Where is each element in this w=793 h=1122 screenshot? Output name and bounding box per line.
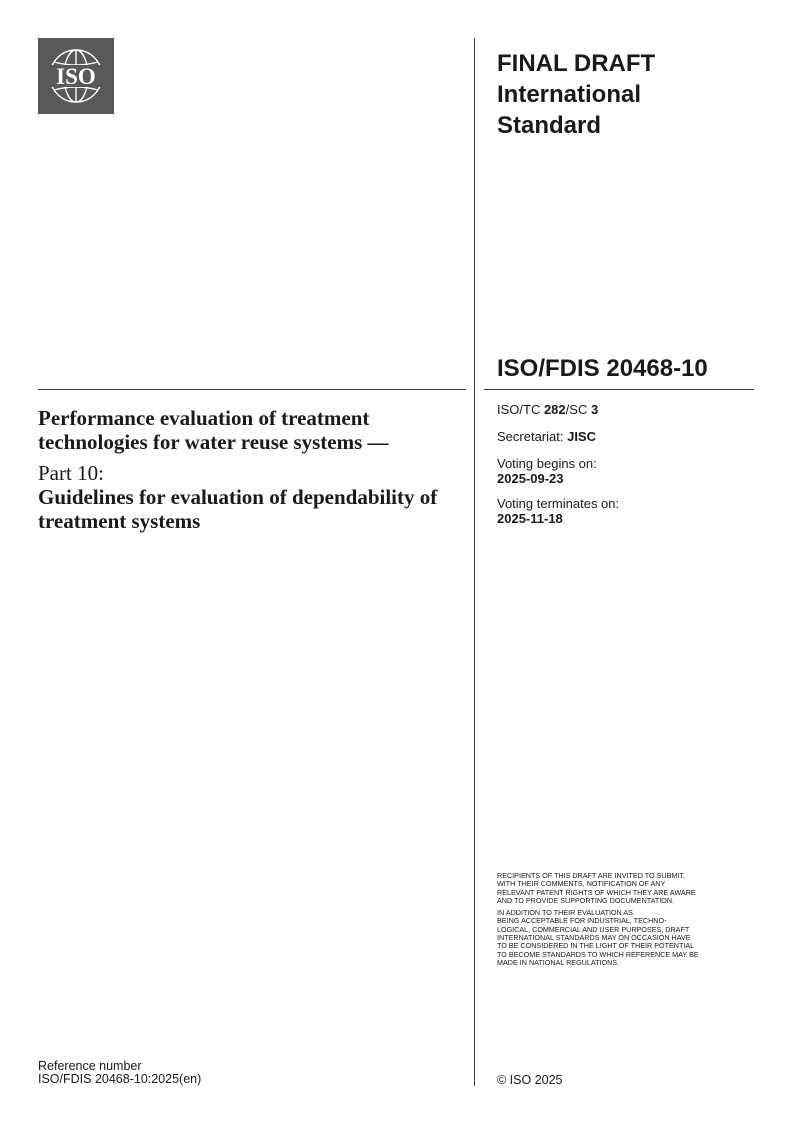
horizontal-divider-left xyxy=(38,389,466,390)
voting-begins xyxy=(497,456,757,486)
voting-terminates-label: Voting terminates on: xyxy=(497,496,620,511)
committee xyxy=(497,402,757,417)
secretariat xyxy=(497,429,757,444)
voting-terminates xyxy=(497,496,757,526)
standard-number: ISO/FDIS 20468-10 xyxy=(497,355,708,382)
document-title xyxy=(38,406,463,533)
secretariat-label: Secretariat: xyxy=(497,429,568,444)
doc-type-line-3: Standard xyxy=(497,112,602,139)
committee-prefix: ISO/TC xyxy=(497,402,544,417)
draft-notice xyxy=(497,872,757,971)
reference-label: Reference number xyxy=(38,1059,142,1073)
iso-logo-text: ISO xyxy=(56,64,96,89)
reference-value: ISO/FDIS 20468-10:2025(en) xyxy=(38,1072,202,1086)
copyright: © ISO 2025 xyxy=(497,1073,563,1087)
notice-paragraph-1: RECIPIENTS OF THIS DRAFT ARE INVITED TO SUBMIT, WITH THEIR COMMENTS, NOTIFICATION OF ANY RELEVANT PATENT RIGHTS OF WHICH THEY ARE AWARE AND TO PROVIDE SUPPORTING DOCUMENTATION. xyxy=(497,871,696,905)
vertical-divider xyxy=(474,38,475,1086)
notice-paragraph-2: IN ADDITION TO THEIR EVALUATION AS BEING ACCEPTABLE FOR INDUSTRIAL, TECHNO- LOGICAL, COMMERCIAL AND USER PURPOSES, DRAFT INTERNATIONAL STANDARDS MAY ON OCCASION HAVE TO BE CONSIDERED IN THE LIGHT OF THEIR POTENTIAL TO BECOME STANDARDS TO WHICH REFERENCE MAY BE MADE IN NATIONAL REGULATIONS. xyxy=(497,908,699,967)
reference-number xyxy=(38,1060,201,1086)
secretariat-value: JISC xyxy=(567,429,596,444)
horizontal-divider-right xyxy=(484,389,754,390)
voting-terminates-date: 2025-11-18 xyxy=(497,511,563,526)
part-title: Guidelines for evaluation of dependability of treatment systems xyxy=(38,485,438,533)
committee-sc: 3 xyxy=(590,402,599,417)
doc-type-line-1: FINAL DRAFT xyxy=(497,50,656,77)
committee-sep: /SC xyxy=(565,402,591,417)
document-type xyxy=(497,48,757,141)
globe-icon xyxy=(38,38,114,114)
committee-tc: 282 xyxy=(543,402,566,417)
doc-type-line-2: International xyxy=(497,81,642,108)
voting-begins-date: 2025-09-23 xyxy=(497,471,564,486)
part-label: Part 10: xyxy=(38,461,104,485)
iso-logo xyxy=(38,38,114,114)
voting-begins-label: Voting begins on: xyxy=(497,456,597,471)
document-metadata xyxy=(497,402,757,538)
title-main: Performance evaluation of treatment technologies for water reuse systems — xyxy=(38,406,389,454)
